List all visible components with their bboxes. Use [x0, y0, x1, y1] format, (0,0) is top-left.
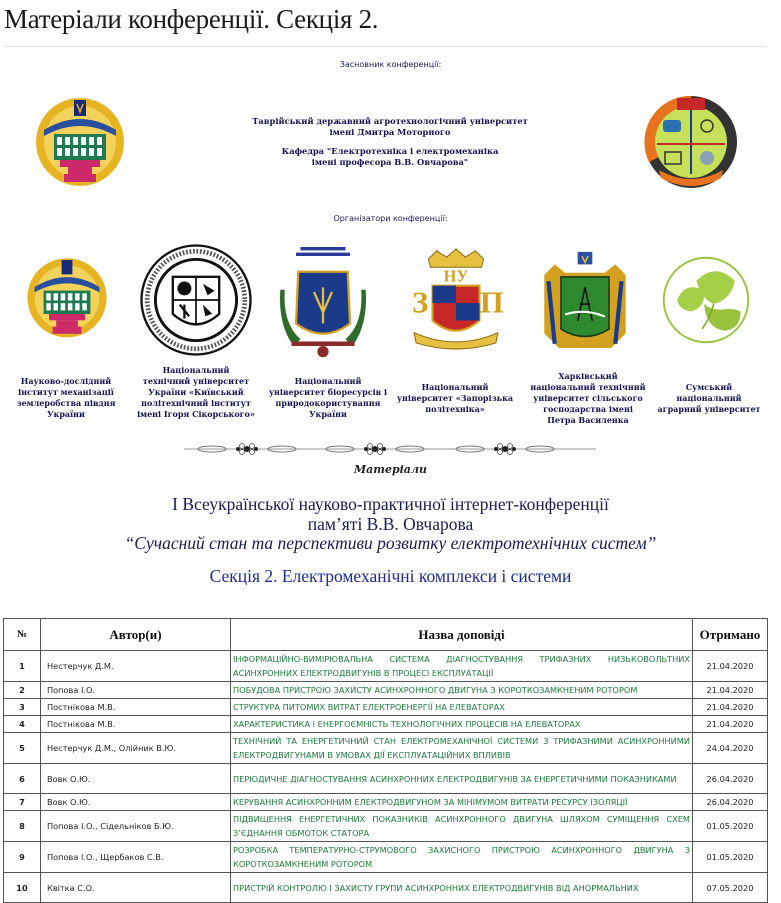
founder-university-line1: Таврійський державний агротехнологічний університет	[252, 116, 528, 126]
row-title-cell	[231, 699, 693, 716]
paper-title-link[interactable]: ТЕХНІЧНИЙ ТА ЕНЕРГЕТИЧНИЙ СТАН ЕЛЕКТРОМЕХАНІЧНОЇ СИСТЕМИ З ТРИФАЗНИМИ АСИНХРОННИМИ ЕЛЕКТРОДВИГУНАМИ В УМОВАХ ДІЇ ЕКСПЛУАТАЦІЙНИХ ВПЛИВІВ	[233, 736, 690, 760]
row-author: Постнікова М.В.	[41, 699, 231, 716]
conference-motto: “Сучасний стан та перспективи розвитку електротехнічних систем”	[124, 533, 657, 553]
table-row	[4, 811, 768, 842]
row-number: 1	[4, 651, 41, 682]
paper-title-link[interactable]: КЕРУВАННЯ АСИНХРОННИМ ЕЛЕКТРОДВИГУНОМ ЗА МІНІМУМОМ ВИТРАТИ РЕСУРСУ ІЗОЛЯЦІЇ	[233, 797, 628, 807]
row-author: Попова І.О.	[41, 682, 231, 699]
row-author: Нестерчук Д.М.	[41, 651, 231, 682]
svg-text:З: З	[412, 285, 429, 320]
conference-title-line2: пам’яті В.В. Овчарова	[307, 514, 474, 534]
organizer-kpi-label: Національний технічний університет України «Київський політехнічний інститут імені Ігоря Сікорського»	[137, 365, 255, 419]
conference-title-line1: І Всеукраїнської науково-практичної інтернет-конференції	[172, 494, 609, 514]
row-received-date: 26.04.2020	[693, 764, 768, 794]
row-title-cell	[231, 794, 693, 811]
table-row	[4, 733, 768, 764]
row-number: 5	[4, 733, 41, 764]
row-number: 9	[4, 842, 41, 873]
row-author: Вовк О.Ю.	[41, 794, 231, 811]
column-header-received: Отримано	[693, 619, 768, 651]
row-author: Вовк О.Ю.	[41, 764, 231, 794]
table-row	[4, 699, 768, 716]
paper-title-link[interactable]: ПРИСТРІЙ КОНТРОЛЮ І ЗАХИСТУ ГРУПИ АСИНХРОННИХ ЕЛЕКТРОДВИГУНІВ ВІД АНОРМАЛЬНИХ	[233, 882, 639, 893]
row-author: Квітка С.О.	[41, 873, 231, 903]
materials-label: Матеріали	[354, 463, 427, 476]
table-row	[4, 764, 768, 794]
row-received-date: 01.05.2020	[693, 811, 768, 842]
founder-label: Засновник конференції:	[339, 60, 442, 69]
paper-title-link[interactable]: ПОБУДОВА ПРИСТРОЮ ЗАХИСТУ АСИНХРОННОГО ДВИГУНА З КОРОТКОЗАМКНЕНИМ РОТОРОМ	[233, 685, 638, 695]
organizer-nubip-label: Національний університет біоресурсів і природокористування України	[268, 376, 388, 419]
table-header-row	[4, 619, 768, 651]
founder-department-line2: імені професора В.В. Овчарова"	[311, 157, 469, 167]
row-title-cell	[231, 651, 693, 682]
section-title: Секція 2. Електромеханічні комплекси і системи	[209, 566, 572, 586]
row-title-cell	[231, 716, 693, 733]
organizer-nndimz-label: Науково-дослідний інститут механізації землеробства півдня України	[16, 376, 116, 419]
row-author: Нестерчук Д.М., Олійник В.Ю.	[41, 733, 231, 764]
row-title-cell	[231, 682, 693, 699]
row-number: 8	[4, 811, 41, 842]
row-received-date: 01.05.2020	[693, 842, 768, 873]
column-header-title: Назва доповіді	[231, 619, 693, 651]
row-received-date: 21.04.2020	[693, 651, 768, 682]
row-title-cell	[231, 764, 693, 794]
row-number: 3	[4, 699, 41, 716]
row-received-date: 07.05.2020	[693, 873, 768, 903]
founder-info	[200, 116, 580, 168]
title-divider	[4, 46, 767, 47]
kpi-logo-icon	[136, 242, 256, 358]
table-row	[4, 682, 768, 699]
row-number: 4	[4, 716, 41, 733]
table-row	[4, 794, 768, 811]
nndimz-logo-icon	[22, 248, 112, 344]
papers-table	[3, 618, 768, 903]
department-emblem-icon	[640, 92, 742, 192]
row-received-date: 24.04.2020	[693, 733, 768, 764]
table-row	[4, 716, 768, 733]
row-received-date: 21.04.2020	[693, 682, 768, 699]
table-row	[4, 842, 768, 873]
table-row	[4, 873, 768, 903]
page-title: Матеріали конференції. Секція 2.	[4, 4, 379, 34]
row-received-date: 26.04.2020	[693, 794, 768, 811]
paper-title-link[interactable]: РОЗРОБКА ТЕМПЕРАТУРНО-СТРУМОВОГО ЗАХИСНОГО ПРИСТРОЮ АСИНХРОННОГО ДВИГУНА З КОРОТКОЗАМКНЕНИМ РОТОРОМ	[233, 845, 690, 869]
row-title-cell	[231, 873, 693, 903]
svg-text:П: П	[479, 285, 504, 320]
table-row	[4, 651, 768, 682]
column-header-number: №	[4, 619, 41, 651]
founder-university-line2: імені Дмитра Моторного	[329, 127, 451, 137]
row-number: 10	[4, 873, 41, 903]
organizer-zaporizhzhia-label: Національний університет «Запорізька політехніка»	[396, 382, 514, 414]
row-received-date: 21.04.2020	[693, 699, 768, 716]
ornament-divider-icon	[180, 442, 600, 456]
founder-department-line1: Кафедра "Електротехніка і електромеханіка	[281, 146, 499, 156]
tsatu-logo-icon	[30, 90, 130, 190]
row-author: Попова І.О., Щербаков С.В.	[41, 842, 231, 873]
conference-title	[0, 494, 781, 534]
row-title-cell	[231, 733, 693, 764]
khntusg-logo-icon	[538, 246, 632, 358]
row-author: Постнікова М.В.	[41, 716, 231, 733]
row-number: 2	[4, 682, 41, 699]
row-received-date: 21.04.2020	[693, 716, 768, 733]
zaporizhzhia-polytechnic-logo-icon	[410, 246, 502, 354]
paper-title-link[interactable]: ХАРАКТЕРИСТИКА І ЕНЕРГОЄМНІСТЬ ТЕХНОЛОГІЧНИХ ПРОЦЕСІВ НА ЕЛЕВАТОРАХ	[233, 719, 581, 729]
snau-logo-icon	[656, 252, 756, 348]
svg-text:НУ: НУ	[443, 266, 469, 286]
organizer-snau-label: Сумський національний аграрний університет	[657, 382, 761, 414]
paper-title-link[interactable]: СТРУКТУРА ПИТОМИХ ВИТРАТ ЕЛЕКТРОЕНЕРГІЇ НА ЕЛЕВАТОРАХ	[233, 702, 505, 712]
column-header-author: Автор(и)	[41, 619, 231, 651]
organizers-label: Організатори конференції:	[333, 214, 448, 223]
paper-title-link[interactable]: ПІДВИЩЕННЯ ЕНЕРГЕТИЧНИХ ПОКАЗНИКІВ АСИНХРОННОГО ДВИГУНА ШЛЯХОМ СУМІЩЕННЯ СХЕМ З’ЄДНАННЯ ОБМОТОК СТАТОРА	[233, 814, 690, 838]
row-title-cell	[231, 842, 693, 873]
nubip-logo-icon	[278, 244, 368, 358]
row-author: Попова І.О., Сідельніков Б.Ю.	[41, 811, 231, 842]
paper-title-link[interactable]: ІНФОРМАЦІЙНО-ВИМІРЮВАЛЬНА СИСТЕМА ДІАГНОСТУВАННЯ ТРИФАЗНИХ НИЗЬКОВОЛЬТНИХ АСИНХРОННИХ ЕЛЕКТРОДВИГУНІВ В ПРОЦЕСІ ЕКСПЛУАТАЦІЇ	[233, 654, 690, 678]
paper-title-link[interactable]: ПЕРІОДИЧНЕ ДІАГНОСТУВАННЯ АСИНХРОННИХ ЕЛЕКТРОДВИГУНІВ ЗА ЕНЕРГЕТИЧНИМИ ПОКАЗНИКАМИ	[233, 773, 677, 784]
organizer-khntusg-label: Харківський національний технічний університет сільського господарства імені Петра Василенка	[530, 371, 646, 425]
row-number: 7	[4, 794, 41, 811]
row-title-cell	[231, 811, 693, 842]
row-number: 6	[4, 764, 41, 794]
